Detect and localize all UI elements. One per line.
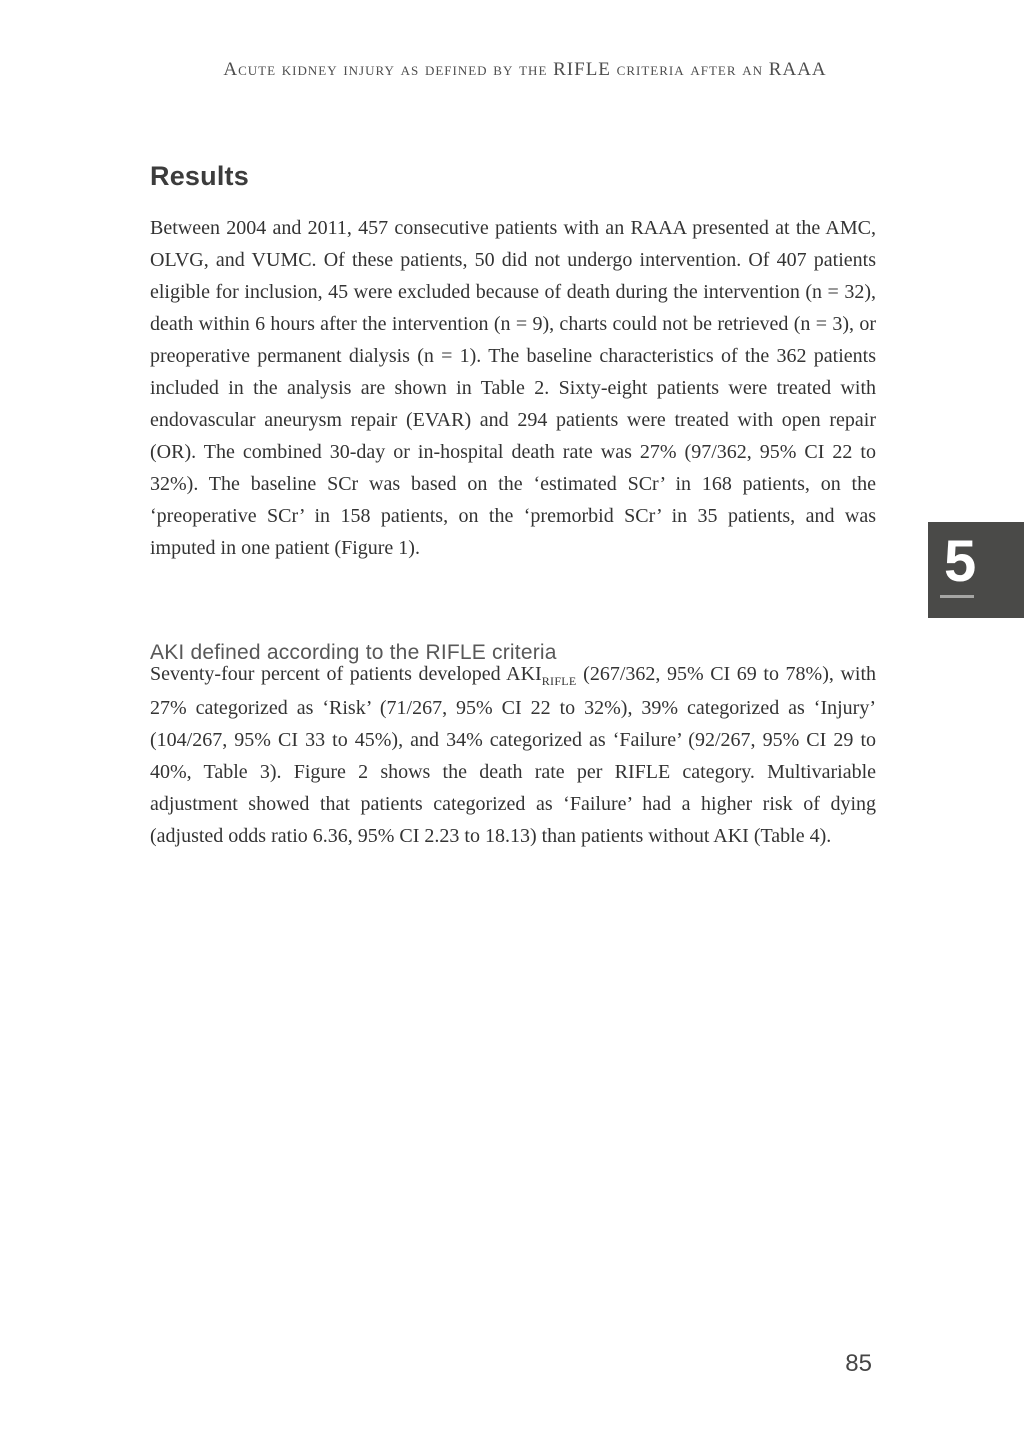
section-heading-results: Results — [150, 161, 249, 192]
paragraph-aki-results — [150, 658, 876, 852]
chapter-number: 5 — [944, 529, 977, 594]
running-header: Acute kidney injury as defined by the RIFLE criteria after an RAAA — [223, 59, 827, 80]
chapter-tab-underline — [940, 595, 974, 598]
paragraph-aki-results-text-before: Seventy-four percent of patients developed AKI — [150, 663, 542, 685]
aki-rifle-subscript: RIFLE — [541, 674, 577, 688]
page-number: 85 — [845, 1350, 872, 1377]
paragraph-aki-results-text-after: (267/362, 95% CI 69 to 78%), with 27% categorized as ‘Risk’ (71/267, 95% CI 22 to 32%), 39% categorized as ‘Injury’ (104/267, 95% CI 33 to 45%), and 34% categorized as ‘Failure’ (92/267, 95% CI 29 to 40%, Table 3). Figure 2 shows the death rate per RIFLE category. Multivariable adjustment showed that patients categorized as ‘Failure’ had a higher risk of dying (adjusted odds ratio 6.36, 95% CI 2.23 to 18.13) than patients without AKI (Table 4). — [150, 663, 877, 847]
subsection-heading-aki-rifle: AKI defined according to the RIFLE criteria — [150, 641, 557, 665]
chapter-tab — [928, 522, 1024, 618]
paragraph-patient-inclusion: Between 2004 and 2011, 457 consecutive patients with an RAAA presented at the AMC, OLVG, and VUMC. Of these patients, 50 did not undergo intervention. Of 407 patients eligible for inclusion, 45 were excluded because of death during the intervention (n = 32), death within 6 hours after the intervention (n = 9), charts could not be retrieved (n = 3), or preoperative permanent dialysis (n = 1). The baseline characteristics of the 362 patients included in the analysis are shown in Table 2. Sixty-eight patients were treated with endovascular aneurysm repair (EVAR) and 294 patients were treated with open repair (OR). The combined 30-day or in-hospital death rate was 27% (97/362, 95% CI 22 to 32%). The baseline SCr was based on the ‘estimated SCr’ in 168 patients, on the ‘preoperative SCr’ in 158 patients, on the ‘premorbid SCr’ in 35 patients, and was imputed in one patient (Figure 1). — [150, 217, 876, 559]
